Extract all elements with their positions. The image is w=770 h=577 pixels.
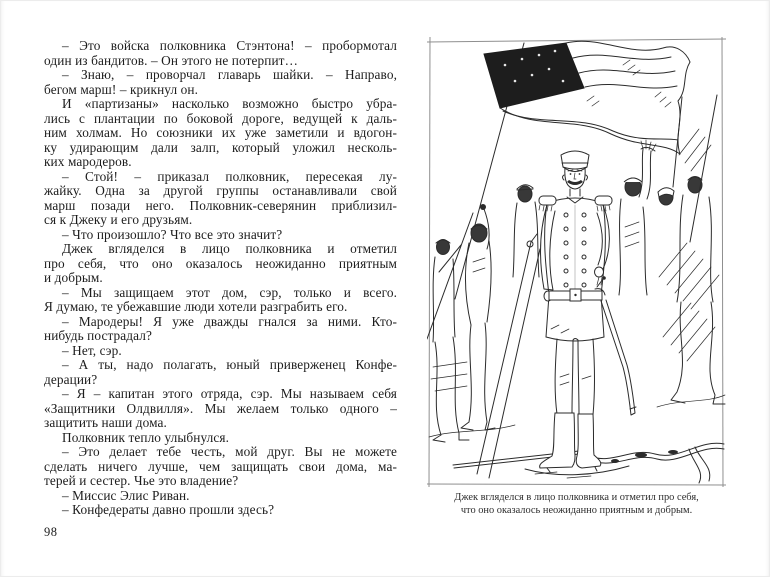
- text-line: Полковник тепло улыбнулся.: [62, 430, 230, 445]
- text-line: – Я – капитан этого отряда, сэр. Мы называем себя: [62, 387, 397, 401]
- illustration-frame: [427, 37, 726, 487]
- text-line: бегом марш! – крикнул он.: [44, 82, 198, 97]
- text-line: ких мародеров.: [44, 155, 132, 169]
- text-line: дерации?: [44, 372, 98, 387]
- page-number: 98: [44, 525, 58, 539]
- civil-war-colonel-illustration: [427, 37, 726, 487]
- text-line: Джек вгляделся в лицо полковника и отметил: [62, 242, 397, 256]
- text-line: – Знаю, – проворчал главарь шайки. – Направо,: [62, 68, 397, 82]
- text-line: – Конфедераты давно прошли здесь?: [62, 503, 275, 517]
- text-line: ним холмам. Но союзники их уже заметили и вдогон-: [44, 126, 397, 140]
- text-line: один из бандитов. – Он этого не потерпит…: [44, 53, 298, 68]
- text-line: – Мародеры! Я уже дважды гнался за ними. Кто-: [62, 314, 397, 329]
- body-text: [44, 39, 397, 518]
- text-line: ку удирающим дали залп, который уложил несколь-: [44, 140, 397, 155]
- caption-line-2: что оно оказалось неожиданно приятным и добрым.: [460, 505, 693, 516]
- text-line: защитить наши дома.: [44, 416, 167, 430]
- text-line: марш позади него. Полковник-северянин приблизил-: [44, 198, 397, 213]
- text-line: ся к Джеку и его друзьям.: [44, 213, 193, 227]
- colonel-head: [561, 151, 589, 196]
- text-line: – Что произошло? Что все это значит?: [62, 227, 283, 242]
- text-line: – Это войска полковника Стэнтона! – пробормотал: [62, 39, 397, 53]
- text-line: – Миссис Элис Риван.: [62, 488, 190, 503]
- text-line: «Защитники Олдвилля». Мы желаем только одного –: [44, 401, 397, 416]
- fallen-branch: [589, 443, 724, 483]
- text-line: – Мы защищаем этот дом, сэр, только и всего.: [62, 285, 397, 300]
- text-line: терей и сестер. Чье это владение?: [44, 474, 239, 488]
- text-line: нибудь пострадал?: [44, 329, 152, 343]
- text-line: – Стой! – приказал полковник, пересекая лу-: [62, 169, 397, 184]
- text-line: Я думаю, те убежавшие люди хотели разграбить его.: [44, 300, 348, 314]
- text-line: – Это делает тебе честь, мой друг. Вы не можете: [62, 445, 397, 459]
- text-line: – Нет, сэр.: [62, 343, 122, 358]
- caption-line-1: Джек вгляделся в лицо полковника и отметил про себя,: [454, 492, 699, 503]
- text-line: лись с плантации по боковой дороге, ведущей к даль-: [44, 111, 397, 126]
- text-line: сделать ничего лучше, чем защищать свои дома, ма-: [44, 459, 397, 474]
- text-line: про себя, что оно оказалось неожиданно приятным: [44, 256, 397, 271]
- text-line: и добрым.: [44, 271, 103, 285]
- text-line: жайку. Одна за другой группы останавливали свой: [44, 184, 397, 198]
- illustration-caption: [415, 491, 738, 517]
- text-line: И «партизаны» насколько возможно быстро убра-: [62, 97, 397, 111]
- text-line: – А ты, надо полагать, юный приверженец Конфе-: [62, 358, 397, 372]
